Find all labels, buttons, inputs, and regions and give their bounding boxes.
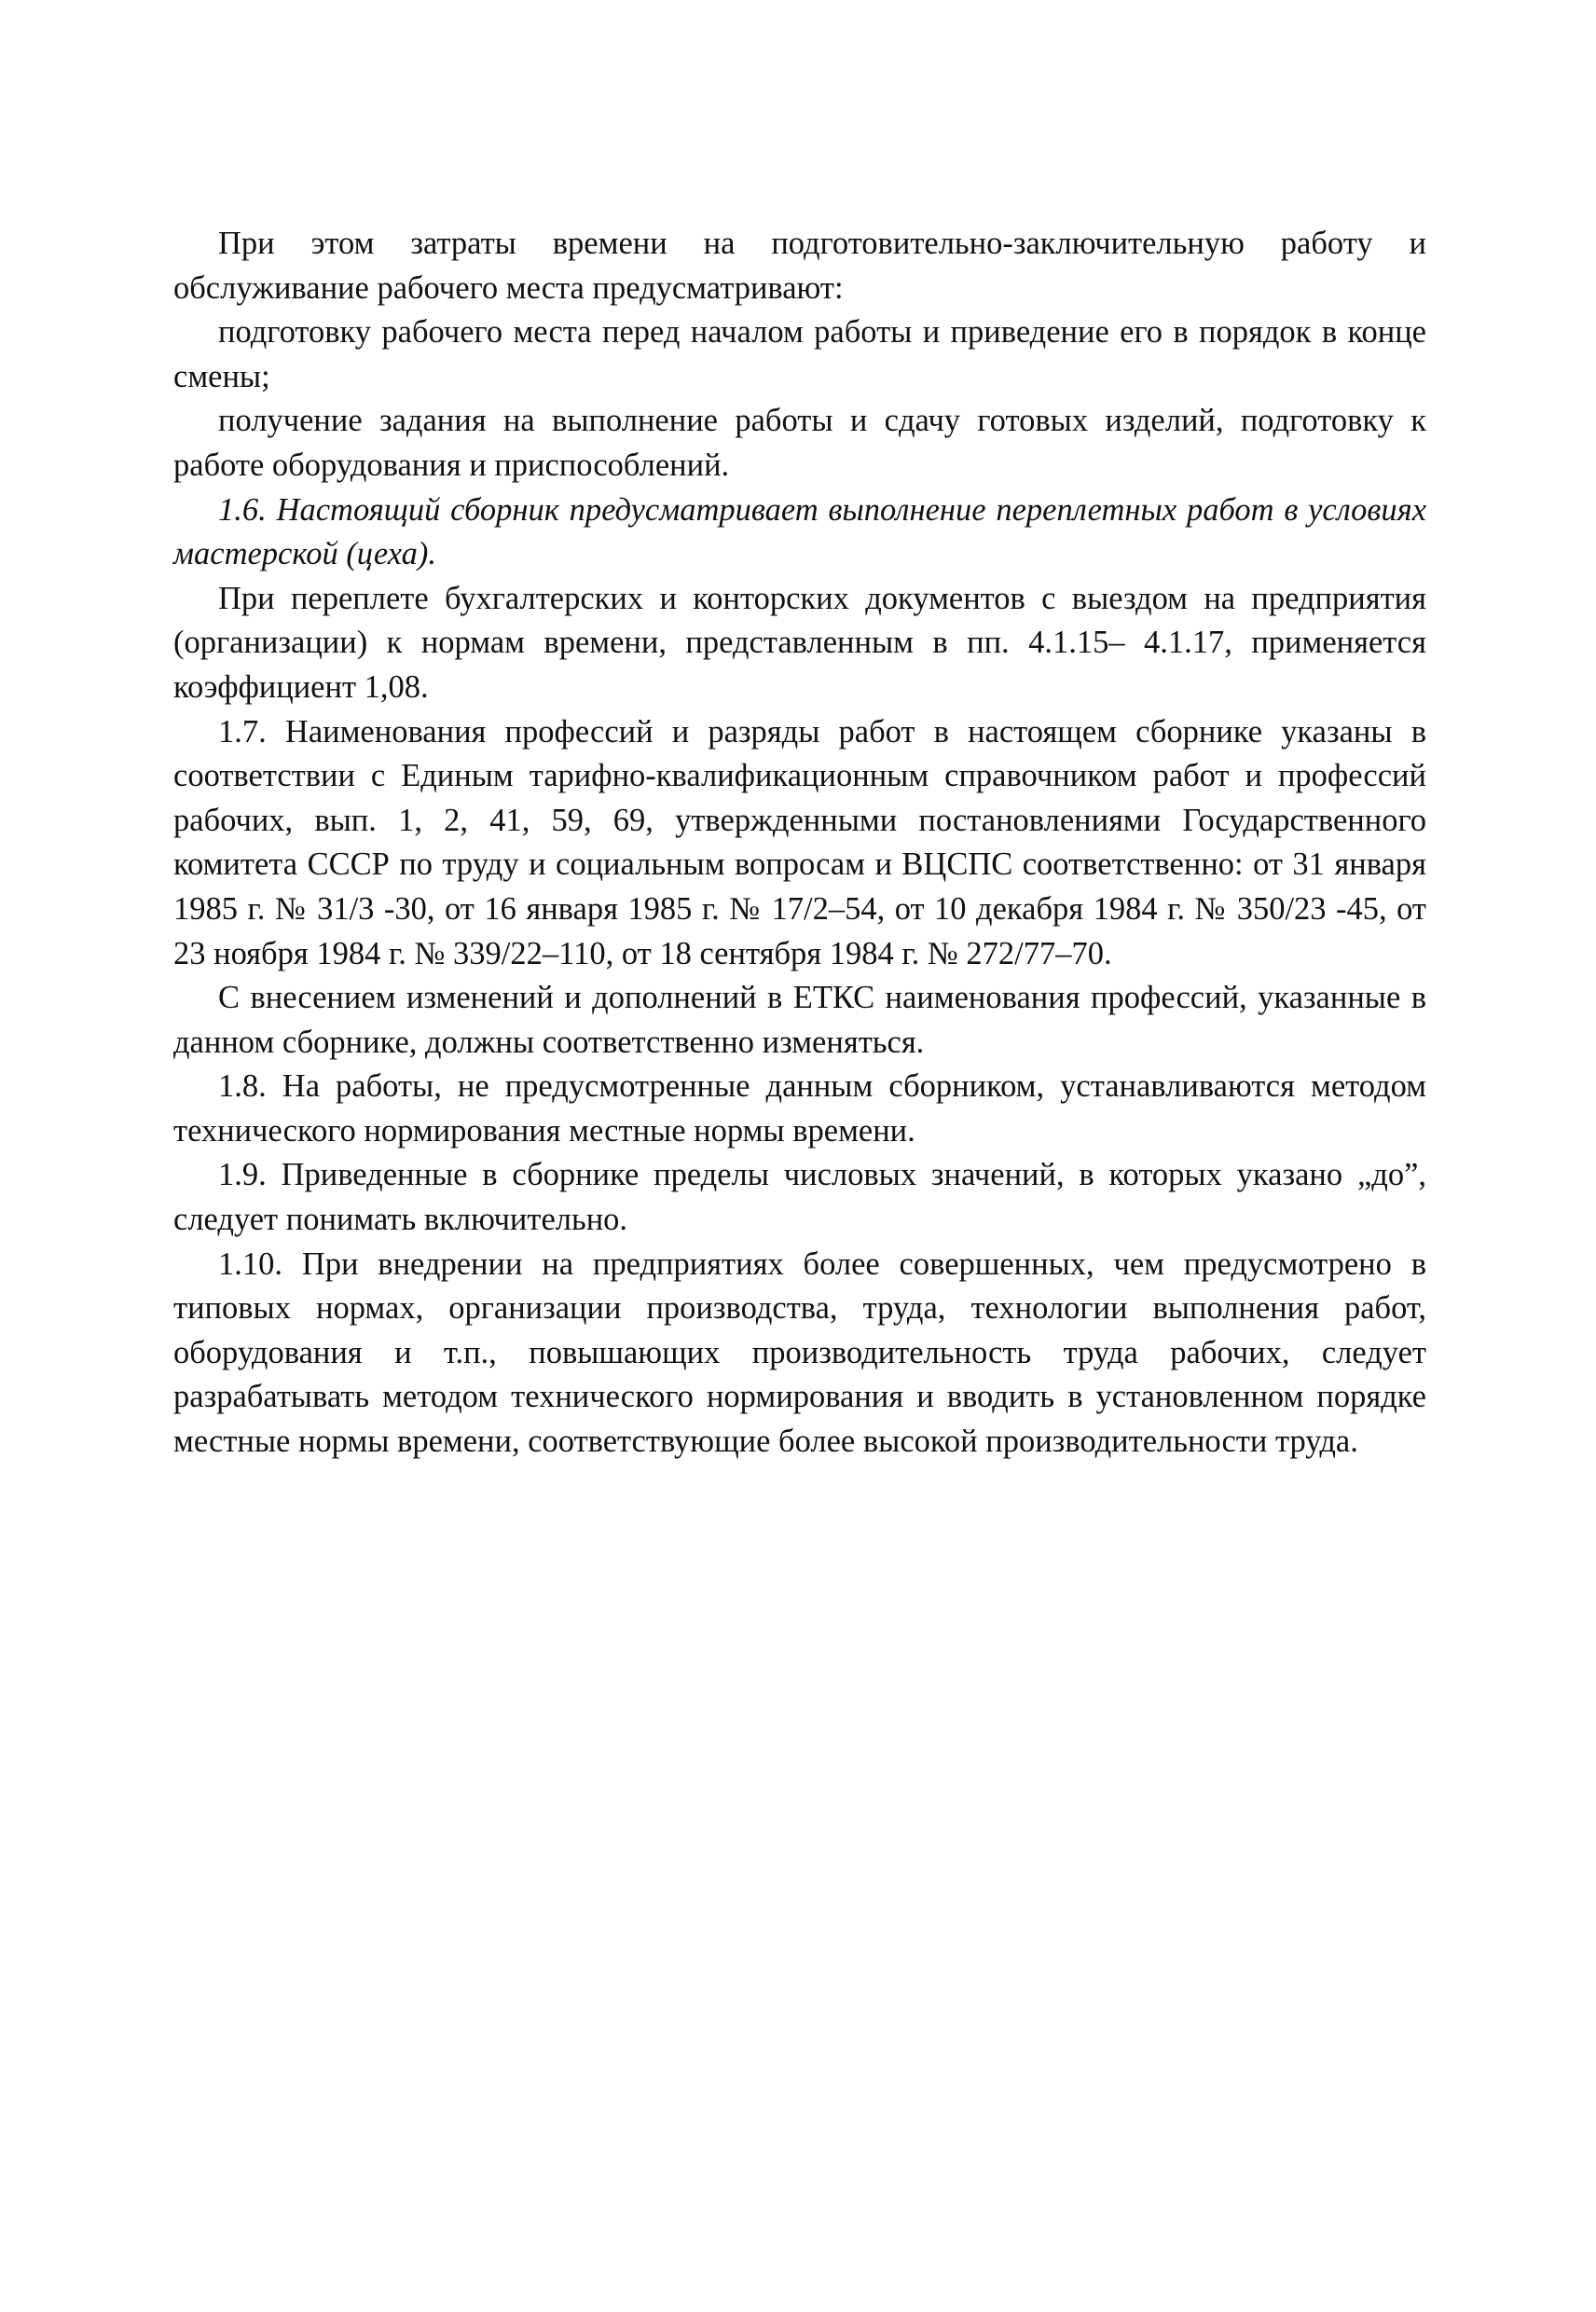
paragraph-text: При этом затраты времени на подготовительно-заключительную работу и обслуживание рабочего места предусматривают: [173,226,1426,306]
paragraph-1-9 [173,1153,1426,1242]
paragraph-task-receipt [173,399,1426,488]
paragraph-text: Приведенные в сборнике пределы числовых значений, в которых указано „до”, следует понимать включительно. [173,1157,1427,1238]
paragraph-text: получение задания на выполнение работы и сдачу готовых изделий, подготовку к работе оборудования и приспособлений. [173,403,1426,483]
paragraph-text: С внесением изменений и дополнений в ЕТКС наименования профессий, указанные в данном сборнике, должны соответственно изменяться. [173,980,1426,1060]
section-number: 1.10. [218,1245,282,1282]
section-number: 1.7. [218,713,267,750]
paragraph-text: Наименования профессий и разряды работ в настоящем сборнике указаны в соответствии с Единым тарифно-квалификационным справочником работ и профессий рабочих, вып. 1, 2, 41, 59, 69, утвержденными постановлениями Государственного комитета СССР по труду и социальным вопросам и ВЦСПС соответственно: от 31 января 1985 г. № 31/3 -30, от 16 января 1985 г. № 17/2–54, от 10 декабря 1984 г. № 350/23 -45, от 23 ноября 1984 г. № 339/22–110, от 18 сентября 1984 г. № 272/77–70. [173,713,1426,971]
section-number: 1.6. [218,491,267,528]
section-number: 1.9. [218,1157,267,1193]
paragraph-time-costs [173,222,1426,310]
paragraph-1-8 [173,1065,1426,1153]
paragraph-text: Настоящий сборник предусматривает выполнение переплетных работ в условиях мастерской (цеха). [173,491,1427,572]
paragraph-text: При внедрении на предприятиях более совершенных, чем предусмотрено в типовых нормах, организации производства, труда, технологии выполнения работ, оборудования и т.п., повышающих производительность труда рабочих, следует разрабатывать методом технического нормирования и вводить в установленном порядке местные нормы времени, соответствующие более высокой производительности труда. [173,1245,1427,1460]
document-page [173,222,1426,1465]
paragraph-text: При переплете бухгалтерских и конторских документов с выездом на предприятия (организации) к нормам времени, представленным в пп. 4.1.15– 4.1.17, применяется коэффициент 1,08. [173,580,1426,705]
paragraph-text: На работы, не предусмотренные данным сборником, устанавливаются методом технического нормирования местные нормы времени. [173,1068,1427,1149]
paragraph-1-6 [173,489,1426,577]
paragraph-coefficient [173,577,1426,710]
paragraph-text: подготовку рабочего места перед началом работы и приведение его в порядок в конце смены; [173,314,1426,394]
section-number: 1.8. [218,1068,267,1105]
paragraph-workplace-preparation [173,310,1426,399]
paragraph-1-7 [173,710,1426,977]
paragraph-1-10 [173,1243,1426,1465]
paragraph-etks-changes [173,976,1426,1065]
